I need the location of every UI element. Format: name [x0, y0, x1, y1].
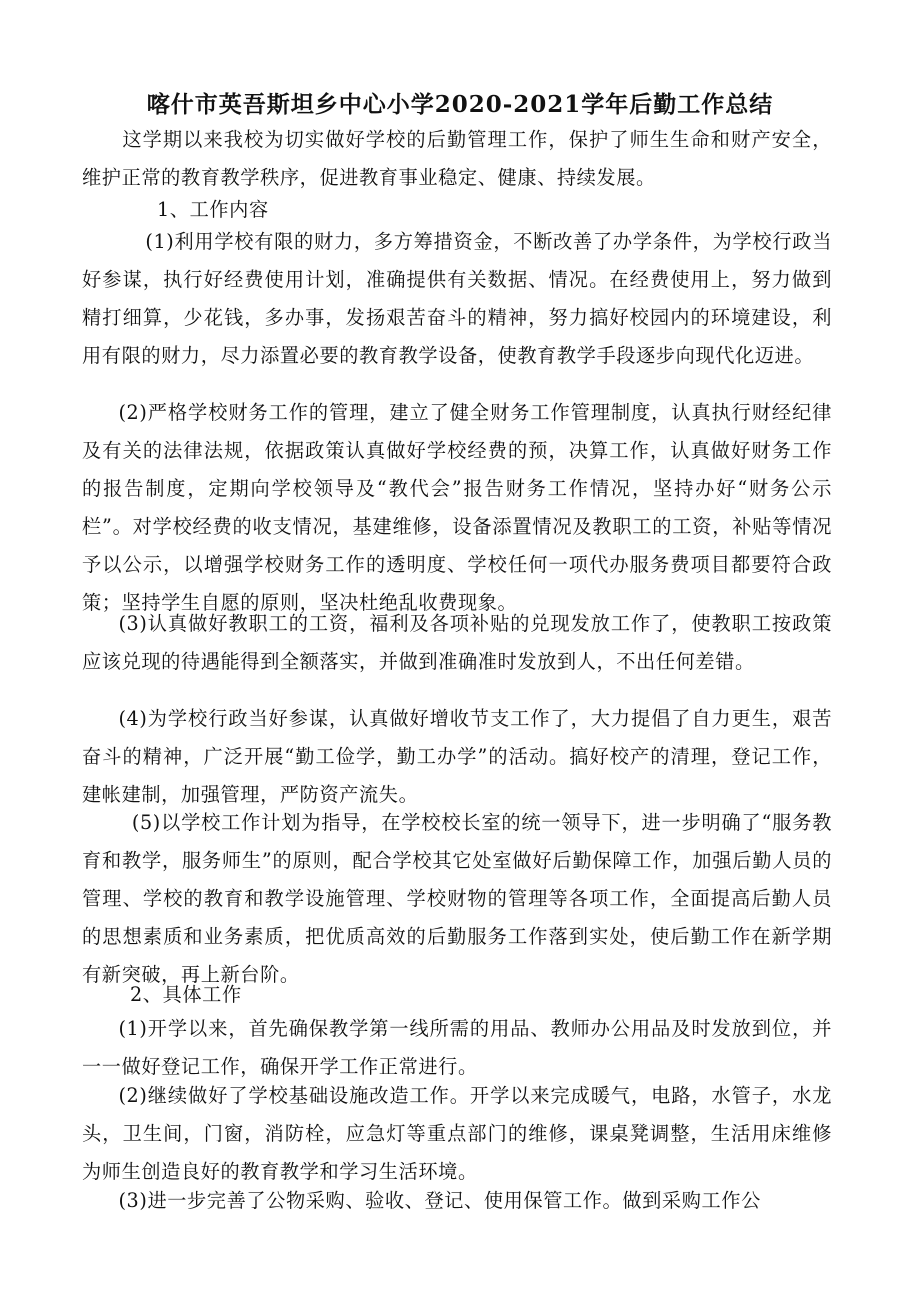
- section-1-item-4: (4)为学校行政当好参谋，认真做好增收节支工作了，大力提倡了自力更生，艰苦奋斗的精神，广泛开展“勤工俭学，勤工办学”的活动。搞好校产的清理，登记工作，建帐建制，加强管理，严防资产流失。: [82, 707, 832, 806]
- document-title: 喀什市英吾斯坦乡中心小学2020-2021学年后勤工作总结: [146, 91, 774, 118]
- section-1-heading: 1、工作内容: [157, 198, 269, 221]
- section-1-item-3: (3)认真做好教职工的工资，福利及各项补贴的兑现发放工作了，使教职工按政策应该兑现的待遇能得到全额落实，并做到准确准时发放到人，不出任何差错。: [82, 612, 832, 673]
- section-1-item-2: (2)严格学校财务工作的管理，建立了健全财务工作管理制度，认真执行财经纪律及有关的法律法规，依据政策认真做好学校经费的预，决算工作，认真做好财务工作的报告制度，定期向学校领导及“教代会”报告财务工作情况，坚持办好“财务公示栏”。对学校经费的收支情况，基建维修，设备添置情况及教职工的工资，补贴等情况予以公示，以增强学校财务工作的透明度、学校任何一项代办服务费项目都要符合政策；坚持学生自愿的原则，坚决杜绝乱收费现象。: [82, 401, 832, 614]
- section-2-heading: 2、具体工作: [130, 983, 242, 1006]
- section-1-item-1: (1)利用学校有限的财力，多方筹措资金，不断改善了办学条件，为学校行政当好参谋，执行好经费使用计划，准确提供有关数据、情况。在经费使用上，努力做到精打细算，少花钱，多办事，发扬艰苦奋斗的精神，努力搞好校园内的环境建设，利用有限的财力，尽力添置必要的教育教学设备，使教育教学手段逐步向现代化迈进。: [82, 230, 832, 367]
- section-1-item-5: (5)以学校工作计划为指导，在学校校长室的统一领导下，进一步明确了“服务教育和教学，服务师生”的原则，配合学校其它处室做好后勤保障工作，加强后勤人员的管理、学校的教育和教学设施管理、学校财物的管理等各项工作，全面提高后勤人员的思想素质和业务素质，把优质高效的后勤服务工作落到实处，使后勤工作在新学期有新突破，再上新台阶。: [82, 811, 832, 986]
- section-2-item-2: (2)继续做好了学校基础设施改造工作。开学以来完成暖气，电路，水管子，水龙头，卫生间，门窗，消防栓，应急灯等重点部门的维修，课桌凳调整，生活用床维修为师生创造良好的教育教学和学习生活环境。: [82, 1084, 832, 1183]
- intro-paragraph: 这学期以来我校为切实做好学校的后勤管理工作，保护了师生生命和财产安全，维护正常的教育教学秩序，促进教育事业稳定、健康、持续发展。: [82, 128, 832, 189]
- section-2-item-3: (3)进一步完善了公物采购、验收、登记、使用保管工作。做到采购工作公: [118, 1189, 761, 1212]
- section-2-item-1: (1)开学以来，首先确保教学第一线所需的用品、教师办公用品及时发放到位，并一一做好登记工作，确保开学工作正常进行。: [82, 1017, 832, 1078]
